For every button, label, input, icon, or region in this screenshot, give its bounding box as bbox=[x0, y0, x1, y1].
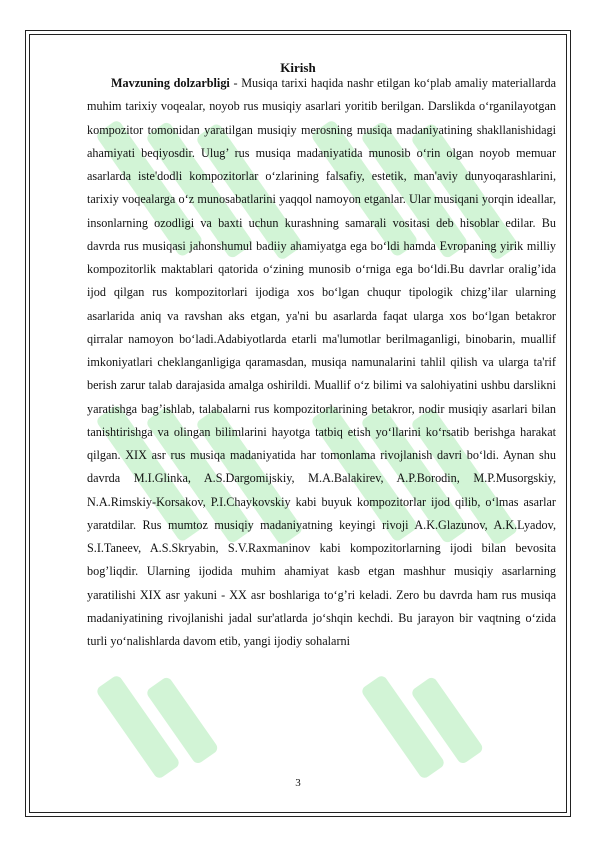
page-title: Kirish bbox=[280, 60, 316, 75]
lead-phrase: Mavzuning dolzarbligi bbox=[111, 76, 230, 90]
paragraph-text: - Musiqa tarixi haqida nashr etilgan ko‘plab amaliy materiallarda muhim tarixiy voqealar, noyob rus musiqiy asarlari yoritib berilgan. Darslikda o‘rganilayotgan kompozitor tomonidan yaratilgan musiqiy merosning musiqa madaniyatining shakllanishidagi ahamiyati beqiyosdir. Ulug’ rus musiqa madaniyatida munosib o‘rin olgan noyob memuar asarlarda iste'dodli kompozitorlar o‘zlarining falsafiy, estetik, man'aviy dunyoqarashlarini, tarixiy voqealarga o‘z munosabatlarini yaqqol namoyon etganlar. Ular musiqani yorqin ideallar, insonlarning ozodligi va baxti uchun kurashning samarali vositasi deb hisoblar edilar. Bu davrda rus musiqasi jahonshumul badiiy ahamiyatga ega bo‘ldi hamda Evropaning yirik milliy kompozitorlik maktablari qatorida o‘zining munosib o‘rniga ega bo‘ldi.Bu davrlar oralig’ida ijod qilgan rus kompozitorlari ijodiga xos bo‘lgan chuqur tipologik chizg’ilar ularning asarlarida aniq va ravshan aks etgan, ya'ni bu asarlarda faqat ularga xos bo‘lgan betakror qirralar namoyon bo‘ladi.Adabiyotlarda etarli ma'lumotlar berilmaganligi, binobarin, muallif imkoniyatlari cheklanganligiga qaramasdan, musiqa namunalarini tahlil qilish va ularga ta'rif berish zarur talab darajasida amalga oshirildi. Muallif o‘z bilimi va salohiyatini ushbu darslikni yaratishga bag’ishlab, talabalarni rus kompozitorlarining betakror, nodir musiqiy asarlari bilan tanishtirishga va olingan bilimlarini hayotga tatbiq etish yo‘llarini ko‘rsatib berishga harakat qilgan. XIX asr rus musiqa madaniyatida har tomonlama rivojlanish davri bo‘ldi. Aynan shu davrda M.I.Glinka, A.S.Dargomijskiy, M.A.Balakirev, A.P.Borodin, M.P.Musorgskiy, N.A.Rimskiy-Korsakov, P.I.Chaykovskiy kabi buyuk kompozitorlar ijod qilib, o‘lmas asarlar yaratdilar. Rus mumtoz musiqiy madaniyatning keyingi rivoji A.K.Glazunov, A.K.Lyadov, S.I.Taneev, A.S.Skryabin, S.V.Raxmaninov kabi kompozitorlarning ijodi bilan bevosita bog’liqdir. Ularning ijodida muhim ahamiyat kasb etgan mashhur musiqiy asarlarning yaratilishi XIX asr yakuni - XX asr boshlariga to‘g’ri keladi. Zero bu davrda ham rus musiqa madaniyatining rivojlanishi jadal sur'atlarda jo‘shqin kechdi. Bu jarayon bir vaqtning o‘zida turli yo‘nalishlarda davom etib, yangi ijodiy sohalarni bbox=[87, 76, 556, 648]
page-number: 3 bbox=[295, 777, 301, 789]
body-paragraph bbox=[87, 72, 556, 653]
